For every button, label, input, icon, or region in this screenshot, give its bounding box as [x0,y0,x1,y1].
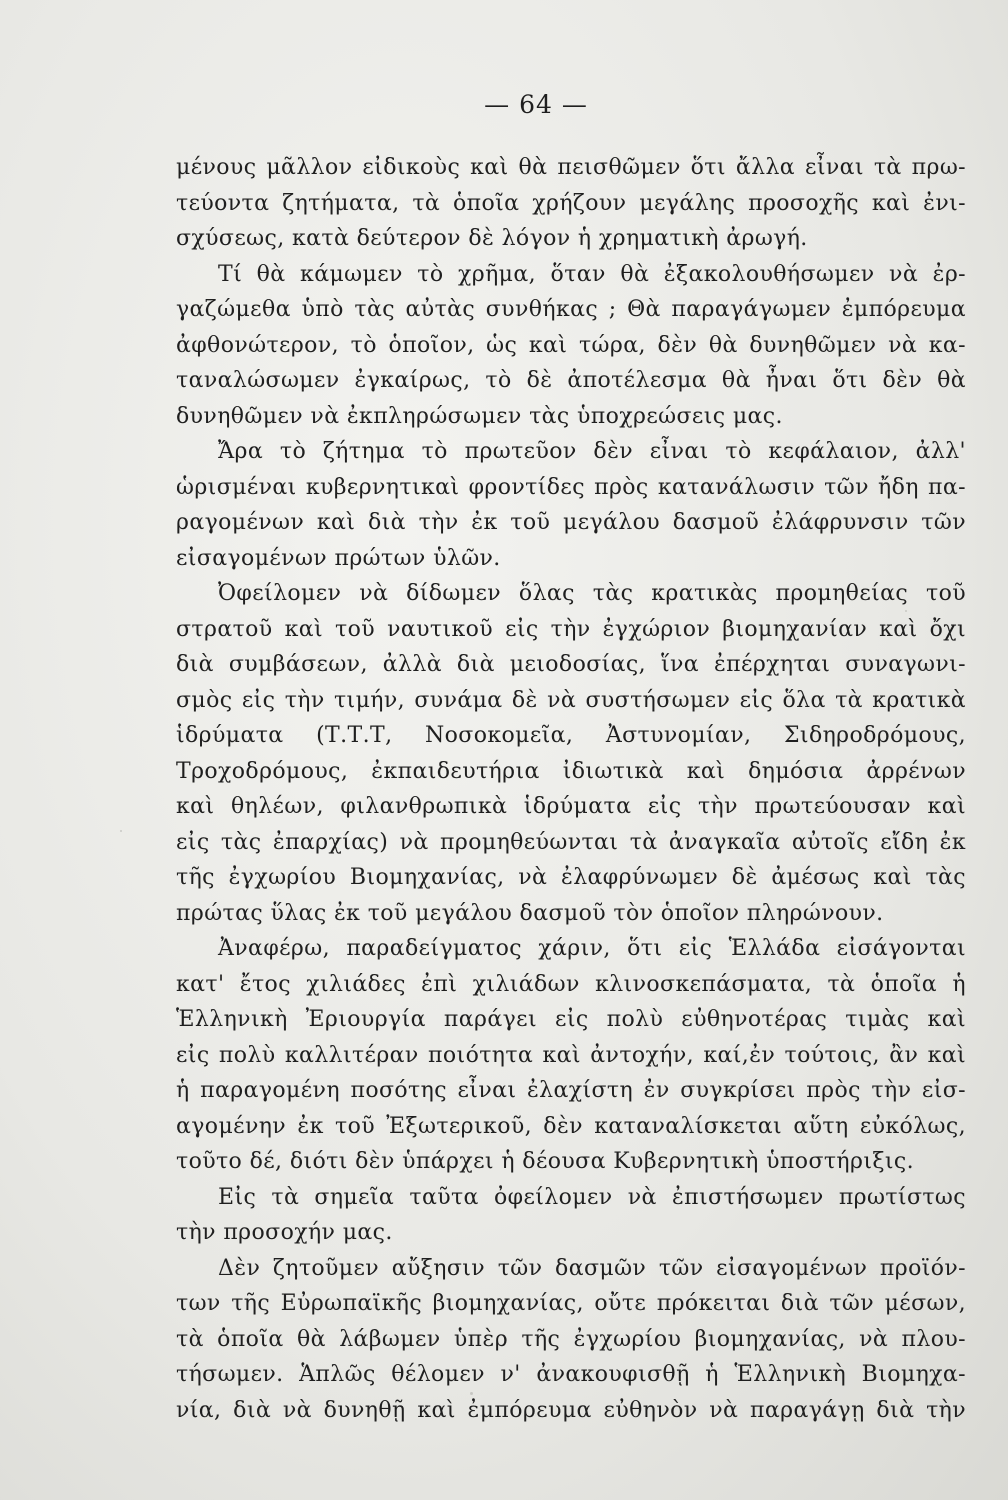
text-line: νία, διὰ νὰ δυνηθῇ καὶ ἐμπόρευμα εὐθηνὸν νὰ παραγάγῃ διὰ τὴν [176,1397,966,1423]
text-line: μένους μᾶλλον εἰδικοὺς καὶ θὰ πεισθῶμεν ὅτι ἄλλα εἶναι τὰ πρω- [176,155,966,180]
text-line: εἰς πολὺ καλλιτέραν ποιότητα καὶ ἀντοχήν, καί,ἐν τούτοις, ἂν καὶ [176,1042,966,1068]
text-line: ταναλώσωμεν ἐγκαίρως, τὸ δὲ ἀποτέλεσμα θὰ ἦναι ὅτι δὲν θὰ [176,368,966,393]
text-line: τεύοντα ζητήματα, τὰ ὁποῖα χρήζουν μεγάλης προσοχῆς καὶ ἐνι- [176,190,966,216]
page-number: — 64 — [484,90,588,119]
text-line: τὰ ὁποῖα θὰ λάβωμεν ὑπὲρ τῆς ἐγχωρίου βιομηχανίας, νὰ πλου- [176,1326,966,1352]
text-line: σχύσεως, κατὰ δεύτερον δὲ λόγον ἡ χρηματικὴ ἀρωγή. [176,226,808,251]
text-line: ἱδρύματα (Τ.Τ.Τ, Νοσοκομεῖα, Ἀστυνομίαν, Σιδηροδρόμους, [176,723,966,748]
text-line: Τί θὰ κάμωμεν τὸ χρῆμα, ὅταν θὰ ἐξακολουθήσωμεν νὰ ἐρ- [218,261,966,287]
text-line: δυνηθῶμεν νὰ ἐκπληρώσωμεν τὰς ὑποχρεώσεις μας. [176,403,783,429]
text-line: εἰσαγομένων πρώτων ὑλῶν. [176,545,501,571]
body-text [176,150,966,1428]
text-line: τὴν προσοχήν μας. [176,1220,393,1245]
scan-speck [120,830,122,832]
text-line: των τῆς Εὐρωπαϊκῆς βιομηχανίας, οὔτε πρόκειται διὰ τῶν μέσων, [176,1291,966,1316]
scan-speck [470,1392,473,1395]
text-line: γαζώμεθα ὑπὸ τὰς αὐτὰς συνθήκας ; Θὰ παραγάγωμεν ἐμπόρευμα [176,297,966,322]
text-line: στρατοῦ καὶ τοῦ ναυτικοῦ εἰς τὴν ἐγχώριον βιομηχανίαν καὶ ὄχι [176,616,966,642]
text-line: Εἰς τὰ σημεῖα ταῦτα ὀφείλομεν νὰ ἐπιστήσωμεν πρωτίστως [218,1184,966,1210]
text-line: ὡρισμέναι κυβερνητικαὶ φροντίδες πρὸς κατανάλωσιν τῶν ἤδη πα- [176,474,966,500]
text-line: Τροχοδρόμους, ἐκπαιδευτήρια ἰδιωτικὰ καὶ δημόσια ἀρρένων [176,758,966,784]
text-line: τῆς ἐγχωρίου Βιομηχανίας, νὰ ἐλαφρύνωμεν δὲ ἀμέσως καὶ τὰς [176,865,966,890]
text-line: ραγομένων καὶ διὰ τὴν ἐκ τοῦ μεγάλου δασμοῦ ἐλάφρυνσιν τῶν [176,510,966,535]
text-line: τοῦτο δέ, διότι δὲν ὑπάρχει ἡ δέουσα Κυβερνητικὴ ὑποστήριξις. [176,1149,915,1174]
text-line: Ἄρα τὸ ζήτημα τὸ πρωτεῦον δὲν εἶναι τὸ κεφάλαιον, ἀλλ' [218,439,966,464]
text-line: τήσωμεν. Ἁπλῶς θέλομεν ν' ἀνακουφισθῇ ἡ Ἑλληνικὴ Βιομηχα- [176,1362,966,1387]
text-line: εἰς τὰς ἐπαρχίας) νὰ προμηθεύωνται τὰ ἀναγκαῖα αὐτοῖς εἴδη ἐκ [176,829,966,855]
text-line: καὶ θηλέων, φιλανθρωπικὰ ἱδρύματα εἰς τὴν πρωτεύουσαν καὶ [176,794,966,819]
text-line: ἡ παραγομένη ποσότης εἶναι ἐλαχίστη ἐν συγκρίσει πρὸς τὴν εἰσ- [176,1078,966,1103]
text-line: ἀφθονώτερον, τὸ ὁποῖον, ὡς καὶ τώρα, δὲν θὰ δυνηθῶμεν νὰ κα- [176,332,966,358]
scan-speck [905,610,907,612]
text-line: σμὸς εἰς τὴν τιμήν, συνάμα δὲ νὰ συστήσωμεν εἰς ὅλα τὰ κρατικὰ [176,687,966,713]
text-line: κατ' ἔτος χιλιάδες ἐπὶ χιλιάδων κλινοσκεπάσματα, τὰ ὁποῖα ἡ [176,971,966,997]
text-line: αγομένην ἐκ τοῦ Ἐξωτερικοῦ, δὲν καταναλίσκεται αὕτη εὐκόλως, [176,1113,966,1139]
text-line: Ἀναφέρω, παραδείγματος χάριν, ὅτι εἰς Ἑλλάδα εἰσάγονται [218,936,966,961]
text-line: Ἑλληνικὴ Ἐριουργία παράγει εἰς πολὺ εὐθηνοτέρας τιμὰς καὶ [176,1007,966,1032]
text-line: Δὲν ζητοῦμεν αὔξησιν τῶν δασμῶν τῶν εἰσαγομένων προϊόν- [218,1255,966,1281]
text-line: διὰ συμβάσεων, ἀλλὰ διὰ μειοδοσίας, ἵνα ἐπέρχηται συναγωνι- [176,652,966,677]
text-line: Ὀφείλομεν νὰ δίδωμεν ὅλας τὰς κρατικὰς προμηθείας τοῦ [218,581,966,606]
text-line: πρώτας ὕλας ἐκ τοῦ μεγάλου δασμοῦ τὸν ὁποῖον πληρώνουν. [176,900,884,926]
